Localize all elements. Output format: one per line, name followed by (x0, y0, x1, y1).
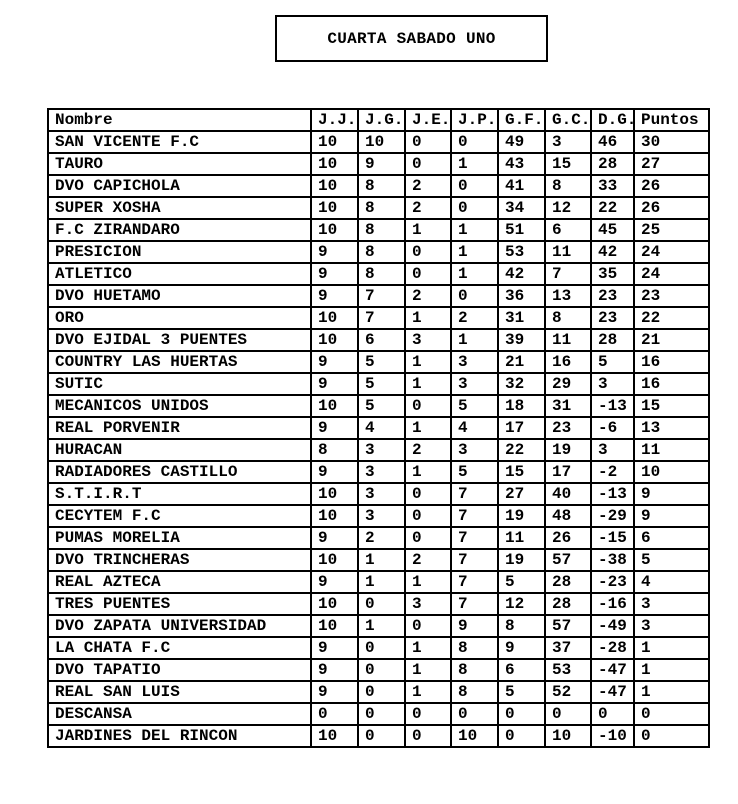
jp-cell: 7 (451, 571, 498, 593)
je-cell: 0 (405, 483, 451, 505)
puntos-cell: 16 (634, 351, 709, 373)
jp-cell: 10 (451, 725, 498, 747)
je-cell: 0 (405, 527, 451, 549)
jp-cell: 1 (451, 263, 498, 285)
column-header-gc: G.C. (545, 109, 591, 131)
puntos-cell: 1 (634, 681, 709, 703)
gf-cell: 21 (498, 351, 545, 373)
column-header-jp: J.P. (451, 109, 498, 131)
dg-cell: -23 (591, 571, 634, 593)
je-cell: 0 (405, 131, 451, 153)
je-cell: 0 (405, 153, 451, 175)
team-name-cell: ORO (48, 307, 311, 329)
dg-cell: -2 (591, 461, 634, 483)
dg-cell: 3 (591, 373, 634, 395)
table-row (48, 439, 709, 461)
jj-cell: 10 (311, 131, 358, 153)
gc-cell: 28 (545, 571, 591, 593)
gc-cell: 7 (545, 263, 591, 285)
jj-cell: 9 (311, 571, 358, 593)
jp-cell: 7 (451, 549, 498, 571)
header-row (48, 109, 709, 131)
gc-cell: 26 (545, 527, 591, 549)
jg-cell: 1 (358, 615, 405, 637)
gc-cell: 57 (545, 549, 591, 571)
gf-cell: 19 (498, 505, 545, 527)
je-cell: 0 (405, 263, 451, 285)
jj-cell: 10 (311, 307, 358, 329)
puntos-cell: 3 (634, 615, 709, 637)
jj-cell: 10 (311, 175, 358, 197)
puntos-cell: 11 (634, 439, 709, 461)
jg-cell: 5 (358, 395, 405, 417)
jg-cell: 8 (358, 263, 405, 285)
jp-cell: 1 (451, 153, 498, 175)
team-name-cell: REAL PORVENIR (48, 417, 311, 439)
jj-cell: 10 (311, 197, 358, 219)
table-row (48, 307, 709, 329)
jj-cell: 9 (311, 285, 358, 307)
jp-cell: 8 (451, 659, 498, 681)
team-name-cell: LA CHATA F.C (48, 637, 311, 659)
gf-cell: 9 (498, 637, 545, 659)
je-cell: 1 (405, 461, 451, 483)
jj-cell: 8 (311, 439, 358, 461)
team-name-cell: SUTIC (48, 373, 311, 395)
jp-cell: 5 (451, 461, 498, 483)
team-name-cell: REAL AZTECA (48, 571, 311, 593)
jp-cell: 0 (451, 285, 498, 307)
gc-cell: 28 (545, 593, 591, 615)
gf-cell: 22 (498, 439, 545, 461)
jj-cell: 10 (311, 329, 358, 351)
jj-cell: 10 (311, 593, 358, 615)
gc-cell: 0 (545, 703, 591, 725)
table-row (48, 461, 709, 483)
dg-cell: -47 (591, 681, 634, 703)
team-name-cell: JARDINES DEL RINCON (48, 725, 311, 747)
je-cell: 1 (405, 417, 451, 439)
puntos-cell: 1 (634, 637, 709, 659)
table-row (48, 725, 709, 747)
jg-cell: 3 (358, 439, 405, 461)
team-name-cell: PUMAS MORELIA (48, 527, 311, 549)
table-body (48, 131, 709, 747)
je-cell: 1 (405, 637, 451, 659)
gf-cell: 39 (498, 329, 545, 351)
jg-cell: 7 (358, 307, 405, 329)
jp-cell: 0 (451, 175, 498, 197)
team-name-cell: DVO HUETAMO (48, 285, 311, 307)
gf-cell: 49 (498, 131, 545, 153)
gc-cell: 10 (545, 725, 591, 747)
gf-cell: 0 (498, 725, 545, 747)
gc-cell: 13 (545, 285, 591, 307)
team-name-cell: CECYTEM F.C (48, 505, 311, 527)
jp-cell: 0 (451, 197, 498, 219)
jj-cell: 9 (311, 263, 358, 285)
team-name-cell: DVO CAPICHOLA (48, 175, 311, 197)
je-cell: 0 (405, 725, 451, 747)
team-name-cell: TRES PUENTES (48, 593, 311, 615)
puntos-cell: 26 (634, 175, 709, 197)
je-cell: 2 (405, 197, 451, 219)
puntos-cell: 27 (634, 153, 709, 175)
gc-cell: 12 (545, 197, 591, 219)
je-cell: 1 (405, 351, 451, 373)
jj-cell: 10 (311, 395, 358, 417)
puntos-cell: 10 (634, 461, 709, 483)
dg-cell: -49 (591, 615, 634, 637)
je-cell: 0 (405, 703, 451, 725)
jj-cell: 9 (311, 659, 358, 681)
dg-cell: 42 (591, 241, 634, 263)
gc-cell: 40 (545, 483, 591, 505)
team-name-cell: TAURO (48, 153, 311, 175)
jj-cell: 9 (311, 351, 358, 373)
puntos-cell: 4 (634, 571, 709, 593)
dg-cell: -29 (591, 505, 634, 527)
puntos-cell: 16 (634, 373, 709, 395)
dg-cell: -10 (591, 725, 634, 747)
puntos-cell: 13 (634, 417, 709, 439)
team-name-cell: DESCANSA (48, 703, 311, 725)
table-row (48, 483, 709, 505)
gf-cell: 5 (498, 681, 545, 703)
dg-cell: 3 (591, 439, 634, 461)
team-name-cell: S.T.I.R.T (48, 483, 311, 505)
table-row (48, 285, 709, 307)
gf-cell: 19 (498, 549, 545, 571)
table-row (48, 351, 709, 373)
jg-cell: 8 (358, 197, 405, 219)
team-name-cell: MECANICOS UNIDOS (48, 395, 311, 417)
jp-cell: 5 (451, 395, 498, 417)
jj-cell: 0 (311, 703, 358, 725)
jg-cell: 2 (358, 527, 405, 549)
gf-cell: 53 (498, 241, 545, 263)
jj-cell: 10 (311, 505, 358, 527)
gf-cell: 51 (498, 219, 545, 241)
team-name-cell: F.C ZIRANDARO (48, 219, 311, 241)
jp-cell: 7 (451, 593, 498, 615)
jj-cell: 10 (311, 725, 358, 747)
puntos-cell: 23 (634, 285, 709, 307)
je-cell: 2 (405, 439, 451, 461)
jg-cell: 3 (358, 505, 405, 527)
jj-cell: 10 (311, 483, 358, 505)
puntos-cell: 5 (634, 549, 709, 571)
dg-cell: -38 (591, 549, 634, 571)
je-cell: 1 (405, 307, 451, 329)
gf-cell: 11 (498, 527, 545, 549)
standings-table (47, 108, 710, 748)
je-cell: 2 (405, 285, 451, 307)
jg-cell: 1 (358, 549, 405, 571)
jj-cell: 9 (311, 637, 358, 659)
gc-cell: 6 (545, 219, 591, 241)
jj-cell: 10 (311, 615, 358, 637)
gc-cell: 8 (545, 175, 591, 197)
column-header-puntos: Puntos (634, 109, 709, 131)
puntos-cell: 9 (634, 483, 709, 505)
je-cell: 0 (405, 395, 451, 417)
jp-cell: 7 (451, 483, 498, 505)
jp-cell: 0 (451, 131, 498, 153)
table-row (48, 131, 709, 153)
dg-cell: -28 (591, 637, 634, 659)
table-row (48, 703, 709, 725)
table-row (48, 659, 709, 681)
team-name-cell: COUNTRY LAS HUERTAS (48, 351, 311, 373)
puntos-cell: 0 (634, 703, 709, 725)
dg-cell: 23 (591, 285, 634, 307)
je-cell: 1 (405, 571, 451, 593)
jg-cell: 4 (358, 417, 405, 439)
gc-cell: 48 (545, 505, 591, 527)
puntos-cell: 30 (634, 131, 709, 153)
table-row (48, 615, 709, 637)
gf-cell: 41 (498, 175, 545, 197)
jj-cell: 9 (311, 527, 358, 549)
dg-cell: 5 (591, 351, 634, 373)
dg-cell: 45 (591, 219, 634, 241)
jg-cell: 8 (358, 175, 405, 197)
dg-cell: -15 (591, 527, 634, 549)
je-cell: 1 (405, 659, 451, 681)
dg-cell: 22 (591, 197, 634, 219)
je-cell: 1 (405, 681, 451, 703)
puntos-cell: 24 (634, 263, 709, 285)
jg-cell: 5 (358, 351, 405, 373)
jg-cell: 8 (358, 241, 405, 263)
table-row (48, 571, 709, 593)
jj-cell: 9 (311, 373, 358, 395)
column-header-jg: J.G. (358, 109, 405, 131)
gc-cell: 52 (545, 681, 591, 703)
table-row (48, 549, 709, 571)
puntos-cell: 26 (634, 197, 709, 219)
gc-cell: 53 (545, 659, 591, 681)
puntos-cell: 0 (634, 725, 709, 747)
jp-cell: 7 (451, 505, 498, 527)
dg-cell: 28 (591, 153, 634, 175)
puntos-cell: 6 (634, 527, 709, 549)
jg-cell: 0 (358, 593, 405, 615)
table-row (48, 197, 709, 219)
jg-cell: 5 (358, 373, 405, 395)
team-name-cell: DVO TAPATIO (48, 659, 311, 681)
jj-cell: 9 (311, 241, 358, 263)
dg-cell: -47 (591, 659, 634, 681)
puntos-cell: 22 (634, 307, 709, 329)
gf-cell: 18 (498, 395, 545, 417)
gc-cell: 3 (545, 131, 591, 153)
jg-cell: 9 (358, 153, 405, 175)
je-cell: 2 (405, 549, 451, 571)
je-cell: 0 (405, 241, 451, 263)
table-row (48, 263, 709, 285)
puntos-cell: 1 (634, 659, 709, 681)
column-header-gf: G.F. (498, 109, 545, 131)
puntos-cell: 24 (634, 241, 709, 263)
jg-cell: 1 (358, 571, 405, 593)
jp-cell: 1 (451, 329, 498, 351)
je-cell: 0 (405, 505, 451, 527)
gf-cell: 32 (498, 373, 545, 395)
jj-cell: 9 (311, 681, 358, 703)
gf-cell: 27 (498, 483, 545, 505)
jg-cell: 3 (358, 461, 405, 483)
team-name-cell: SAN VICENTE F.C (48, 131, 311, 153)
puntos-cell: 9 (634, 505, 709, 527)
gf-cell: 43 (498, 153, 545, 175)
jg-cell: 8 (358, 219, 405, 241)
jp-cell: 3 (451, 351, 498, 373)
table-row (48, 681, 709, 703)
team-name-cell: ATLETICO (48, 263, 311, 285)
jp-cell: 3 (451, 439, 498, 461)
jj-cell: 9 (311, 417, 358, 439)
je-cell: 3 (405, 593, 451, 615)
table-row (48, 219, 709, 241)
gc-cell: 17 (545, 461, 591, 483)
jg-cell: 0 (358, 659, 405, 681)
table-row (48, 527, 709, 549)
title-box (275, 15, 548, 62)
je-cell: 0 (405, 615, 451, 637)
gf-cell: 31 (498, 307, 545, 329)
team-name-cell: DVO TRINCHERAS (48, 549, 311, 571)
gc-cell: 11 (545, 329, 591, 351)
gf-cell: 15 (498, 461, 545, 483)
je-cell: 3 (405, 329, 451, 351)
jp-cell: 2 (451, 307, 498, 329)
jp-cell: 1 (451, 219, 498, 241)
team-name-cell: SUPER XOSHA (48, 197, 311, 219)
table-row (48, 373, 709, 395)
column-header-jj: J.J. (311, 109, 358, 131)
team-name-cell: PRESICION (48, 241, 311, 263)
page-title: CUARTA SABADO UNO (327, 29, 496, 48)
table-row (48, 593, 709, 615)
jj-cell: 9 (311, 461, 358, 483)
team-name-cell: RADIADORES CASTILLO (48, 461, 311, 483)
dg-cell: 23 (591, 307, 634, 329)
dg-cell: -13 (591, 483, 634, 505)
gc-cell: 19 (545, 439, 591, 461)
column-header-nombre: Nombre (48, 109, 311, 131)
team-name-cell: REAL SAN LUIS (48, 681, 311, 703)
table-row (48, 329, 709, 351)
table-row (48, 241, 709, 263)
jj-cell: 10 (311, 219, 358, 241)
gf-cell: 34 (498, 197, 545, 219)
table-row (48, 175, 709, 197)
gc-cell: 11 (545, 241, 591, 263)
jp-cell: 0 (451, 703, 498, 725)
jp-cell: 8 (451, 681, 498, 703)
gf-cell: 6 (498, 659, 545, 681)
gf-cell: 42 (498, 263, 545, 285)
table-row (48, 637, 709, 659)
dg-cell: -13 (591, 395, 634, 417)
jp-cell: 9 (451, 615, 498, 637)
gc-cell: 15 (545, 153, 591, 175)
gc-cell: 8 (545, 307, 591, 329)
jg-cell: 0 (358, 725, 405, 747)
gf-cell: 12 (498, 593, 545, 615)
je-cell: 1 (405, 373, 451, 395)
jp-cell: 4 (451, 417, 498, 439)
table-row (48, 395, 709, 417)
jg-cell: 3 (358, 483, 405, 505)
gf-cell: 5 (498, 571, 545, 593)
jg-cell: 6 (358, 329, 405, 351)
jp-cell: 8 (451, 637, 498, 659)
jg-cell: 0 (358, 703, 405, 725)
team-name-cell: DVO ZAPATA UNIVERSIDAD (48, 615, 311, 637)
column-header-dg: D.G. (591, 109, 634, 131)
table-row (48, 153, 709, 175)
dg-cell: 46 (591, 131, 634, 153)
jj-cell: 10 (311, 153, 358, 175)
puntos-cell: 21 (634, 329, 709, 351)
jp-cell: 1 (451, 241, 498, 263)
je-cell: 2 (405, 175, 451, 197)
gc-cell: 57 (545, 615, 591, 637)
jp-cell: 3 (451, 373, 498, 395)
jg-cell: 0 (358, 637, 405, 659)
table-row (48, 417, 709, 439)
dg-cell: 0 (591, 703, 634, 725)
je-cell: 1 (405, 219, 451, 241)
dg-cell: -16 (591, 593, 634, 615)
team-name-cell: HURACAN (48, 439, 311, 461)
dg-cell: 35 (591, 263, 634, 285)
gf-cell: 36 (498, 285, 545, 307)
gc-cell: 37 (545, 637, 591, 659)
jg-cell: 10 (358, 131, 405, 153)
dg-cell: 33 (591, 175, 634, 197)
gf-cell: 0 (498, 703, 545, 725)
gf-cell: 8 (498, 615, 545, 637)
jg-cell: 0 (358, 681, 405, 703)
gc-cell: 23 (545, 417, 591, 439)
dg-cell: -6 (591, 417, 634, 439)
jj-cell: 10 (311, 549, 358, 571)
jp-cell: 7 (451, 527, 498, 549)
dg-cell: 28 (591, 329, 634, 351)
jg-cell: 7 (358, 285, 405, 307)
column-header-je: J.E. (405, 109, 451, 131)
puntos-cell: 3 (634, 593, 709, 615)
gc-cell: 16 (545, 351, 591, 373)
team-name-cell: DVO EJIDAL 3 PUENTES (48, 329, 311, 351)
gc-cell: 31 (545, 395, 591, 417)
puntos-cell: 25 (634, 219, 709, 241)
puntos-cell: 15 (634, 395, 709, 417)
gf-cell: 17 (498, 417, 545, 439)
table-row (48, 505, 709, 527)
gc-cell: 29 (545, 373, 591, 395)
